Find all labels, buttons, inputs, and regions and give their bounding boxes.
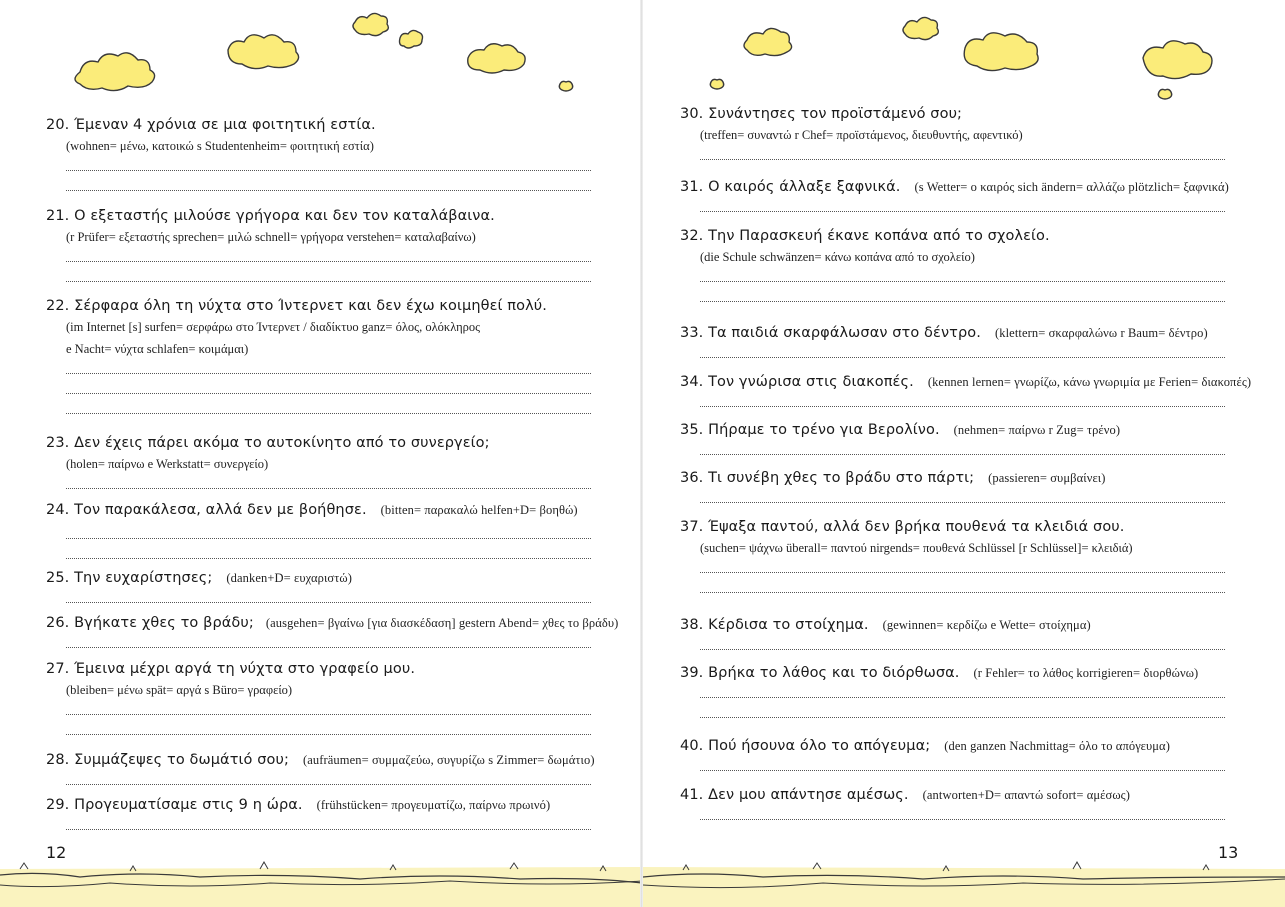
vocabulary-hint: (bitten= παρακαλώ helfen+D= βοηθώ) bbox=[380, 503, 578, 517]
exercise-sentence: 35. Πήραμε το τρένο για Βερολίνο. (nehmen= παίρνω r Zug= τρένο) bbox=[680, 422, 1121, 438]
vocabulary-hint: (ausgehen= βγαίνω [για διασκέδαση] gestern Abend= χθες το βράδυ) bbox=[265, 616, 619, 630]
exercise-sentence: 24. Τον παρακάλεσα, αλλά δεν με βοήθησε. (bitten= παρακαλώ helfen+D= βοηθώ) bbox=[46, 502, 578, 518]
exercise-34 bbox=[680, 372, 1285, 407]
exercise-sentence: 38. Κέρδισα το στοίχημα. (gewinnen= κερδίζω e Wette= στοίχημα) bbox=[680, 617, 1091, 633]
vocabulary-hint: (s Wetter= ο καιρός sich ändern= αλλάζω plötzlich= ξαφνικά) bbox=[914, 180, 1229, 194]
answer-line[interactable] bbox=[66, 734, 591, 735]
exercise-sentence: 37. Έψαξα παντού, αλλά δεν βρήκα πουθενά τα κλειδιά σου. bbox=[680, 519, 1125, 535]
exercise-sentence: 23. Δεν έχεις πάρει ακόμα το αυτοκίνητο από το συνεργείο; bbox=[46, 435, 490, 451]
right-page bbox=[643, 0, 1285, 907]
vocabulary-hint: (passieren= συμβαίνει) bbox=[988, 471, 1106, 485]
vocabulary-hint: (holen= παίρνω e Werkstatt= συνεργείο) bbox=[66, 457, 269, 471]
answer-line[interactable] bbox=[700, 572, 1225, 573]
answer-line[interactable] bbox=[66, 558, 591, 559]
answer-line[interactable] bbox=[700, 649, 1225, 650]
answer-line[interactable] bbox=[700, 406, 1225, 407]
exercise-sentence: 21. Ο εξεταστής μιλούσε γρήγορα και δεν τον καταλάβαινα. bbox=[46, 208, 495, 224]
exercise-33 bbox=[680, 323, 1280, 358]
answer-line[interactable] bbox=[700, 592, 1225, 593]
answer-line[interactable] bbox=[700, 357, 1225, 358]
clouds-illustration bbox=[643, 0, 1285, 110]
vocabulary-hint: (wohnen= μένω, κατοικώ s Studentenheim= φοιτητική εστία) bbox=[66, 139, 374, 153]
exercise-37 bbox=[680, 517, 1280, 593]
exercise-28 bbox=[46, 750, 626, 785]
vocabulary-hint: (r Prüfer= εξεταστής sprechen= μιλώ schnell= γρήγορα verstehen= καταλαβαίνω) bbox=[66, 230, 476, 244]
vocabulary-hint: (aufräumen= συμμαζεύω, συγυρίζω s Zimmer= δωμάτιο) bbox=[302, 753, 595, 767]
answer-line[interactable] bbox=[66, 373, 591, 374]
page-number: 12 bbox=[46, 843, 67, 862]
exercise-40 bbox=[680, 736, 1280, 771]
vocabulary-hint: (bleiben= μένω spät= αργά s Büro= γραφείο) bbox=[66, 683, 293, 697]
vocabulary-hint: (den ganzen Nachmittag= όλο το απόγευμα) bbox=[944, 739, 1170, 753]
answer-line[interactable] bbox=[700, 697, 1225, 698]
answer-line[interactable] bbox=[66, 714, 591, 715]
exercise-41 bbox=[680, 785, 1280, 820]
exercise-sentence: 36. Τι συνέβη χθες το βράδυ στο πάρτι; (passieren= συμβαίνει) bbox=[680, 470, 1106, 486]
exercise-sentence: 26. Βγήκατε χθες το βράδυ; (ausgehen= βγαίνω [για διασκέδαση] gestern Abend= χθες το βράδυ) bbox=[46, 615, 619, 631]
vocabulary-hint: (gewinnen= κερδίζω e Wette= στοίχημα) bbox=[882, 618, 1091, 632]
vocabulary-hint: (frühstücken= προγευματίζω, παίρνω πρωινό) bbox=[316, 798, 551, 812]
vocabulary-hint: (im Internet [s] surfen= σερφάρω στο Ίντερνετ / διαδίκτυο ganz= όλος, ολόκληρος bbox=[66, 320, 481, 334]
answer-line[interactable] bbox=[66, 393, 591, 394]
exercise-31 bbox=[680, 177, 1280, 212]
grass-illustration bbox=[0, 855, 642, 907]
exercise-22 bbox=[46, 296, 606, 414]
exercise-sentence: 41. Δεν μου απάντησε αμέσως. (antworten+D= απαντώ sofort= αμέσως) bbox=[680, 787, 1130, 803]
answer-line[interactable] bbox=[66, 829, 591, 830]
exercise-sentence: 28. Συμμάζεψες το δωμάτιό σου; (aufräumen= συμμαζεύω, συγυρίζω s Zimmer= δωμάτιο) bbox=[46, 752, 595, 768]
exercise-21 bbox=[46, 206, 606, 282]
answer-line[interactable] bbox=[700, 770, 1225, 771]
vocabulary-hint: (suchen= ψάχνω überall= παντού nirgends= πουθενά Schlüssel [r Schlüssel]= κλειδιά) bbox=[700, 541, 1133, 555]
answer-line[interactable] bbox=[700, 211, 1225, 212]
answer-line[interactable] bbox=[66, 647, 591, 648]
vocabulary-hint: (antworten+D= απαντώ sofort= αμέσως) bbox=[922, 788, 1130, 802]
exercise-25 bbox=[46, 568, 616, 603]
grass-illustration bbox=[643, 855, 1285, 907]
vocabulary-hint: (r Fehler= το λάθος korrigieren= διορθώνω) bbox=[973, 666, 1199, 680]
answer-line[interactable] bbox=[700, 502, 1225, 503]
vocabulary-hint: (treffen= συναντώ r Chef= προϊστάμενος, διευθυντής, αφεντικό) bbox=[700, 128, 1023, 142]
vocabulary-hint: (die Schule schwänzen= κάνω κοπάνα από το σχολείο) bbox=[700, 250, 975, 264]
answer-line[interactable] bbox=[66, 538, 591, 539]
answer-line[interactable] bbox=[700, 717, 1225, 718]
clouds-illustration bbox=[0, 0, 642, 110]
answer-line[interactable] bbox=[700, 819, 1225, 820]
exercise-sentence: 31. Ο καιρός άλλαξε ξαφνικά. (s Wetter= ο καιρός sich ändern= αλλάζω plötzlich= ξαφνικά) bbox=[680, 179, 1229, 195]
exercise-26 bbox=[46, 613, 636, 648]
answer-line[interactable] bbox=[66, 190, 591, 191]
exercise-sentence: 27. Έμεινα μέχρι αργά τη νύχτα στο γραφείο μου. bbox=[46, 661, 416, 677]
left-page bbox=[0, 0, 642, 907]
answer-line[interactable] bbox=[66, 281, 591, 282]
vocabulary-hint: e Nacht= νύχτα schlafen= κοιμάμαι) bbox=[66, 342, 249, 356]
answer-line[interactable] bbox=[66, 413, 591, 414]
exercise-24 bbox=[46, 500, 616, 559]
exercise-sentence: 39. Βρήκα το λάθος και το διόρθωσα. (r Fehler= το λάθος korrigieren= διορθώνω) bbox=[680, 665, 1199, 681]
exercise-sentence: 29. Προγευματίσαμε στις 9 η ώρα. (frühstücken= προγευματίζω, παίρνω πρωινό) bbox=[46, 797, 551, 813]
answer-line[interactable] bbox=[700, 159, 1225, 160]
vocabulary-hint: (danken+D= ευχαριστώ) bbox=[226, 571, 352, 585]
answer-line[interactable] bbox=[700, 454, 1225, 455]
answer-line[interactable] bbox=[66, 170, 591, 171]
exercise-39 bbox=[680, 663, 1280, 718]
answer-line[interactable] bbox=[66, 784, 591, 785]
page-number: 13 bbox=[1218, 843, 1239, 862]
exercise-23 bbox=[46, 433, 606, 489]
answer-line[interactable] bbox=[66, 488, 591, 489]
exercise-30 bbox=[680, 104, 1240, 160]
answer-line[interactable] bbox=[66, 602, 591, 603]
vocabulary-hint: (kennen lernen= γνωρίζω, κάνω γνωριμία με Ferien= διακοπές) bbox=[927, 375, 1252, 389]
answer-line[interactable] bbox=[66, 261, 591, 262]
exercise-sentence: 25. Την ευχαρίστησες; (danken+D= ευχαριστώ) bbox=[46, 570, 352, 586]
exercise-35 bbox=[680, 420, 1280, 455]
exercise-sentence: 22. Σέρφαρα όλη τη νύχτα στο Ίντερνετ και δεν έχω κοιμηθεί πολύ. bbox=[46, 298, 547, 314]
exercise-32 bbox=[680, 226, 1240, 302]
exercise-38 bbox=[680, 615, 1280, 650]
exercise-20 bbox=[46, 115, 606, 191]
exercise-sentence: 32. Την Παρασκευή έκανε κοπάνα από το σχολείο. bbox=[680, 228, 1050, 244]
exercise-sentence: 20. Έμεναν 4 χρόνια σε μια φοιτητική εστία. bbox=[46, 117, 376, 133]
vocabulary-hint: (nehmen= παίρνω r Zug= τρένο) bbox=[953, 423, 1121, 437]
exercise-sentence: 40. Πού ήσουνα όλο το απόγευμα; (den ganzen Nachmittag= όλο το απόγευμα) bbox=[680, 738, 1170, 754]
exercise-sentence: 33. Τα παιδιά σκαρφάλωσαν στο δέντρο. (klettern= σκαρφαλώνω r Baum= δέντρο) bbox=[680, 325, 1208, 341]
exercise-29 bbox=[46, 795, 626, 830]
exercise-27 bbox=[46, 659, 606, 735]
exercise-sentence: 34. Τον γνώρισα στις διακοπές. (kennen lernen= γνωρίζω, κάνω γνωριμία με Ferien= διακοπές) bbox=[680, 374, 1252, 390]
vocabulary-hint: (klettern= σκαρφαλώνω r Baum= δέντρο) bbox=[994, 326, 1208, 340]
answer-line[interactable] bbox=[700, 301, 1225, 302]
answer-line[interactable] bbox=[700, 281, 1225, 282]
exercise-sentence: 30. Συνάντησες τον προϊστάμενό σου; bbox=[680, 106, 963, 122]
exercise-36 bbox=[680, 468, 1280, 503]
